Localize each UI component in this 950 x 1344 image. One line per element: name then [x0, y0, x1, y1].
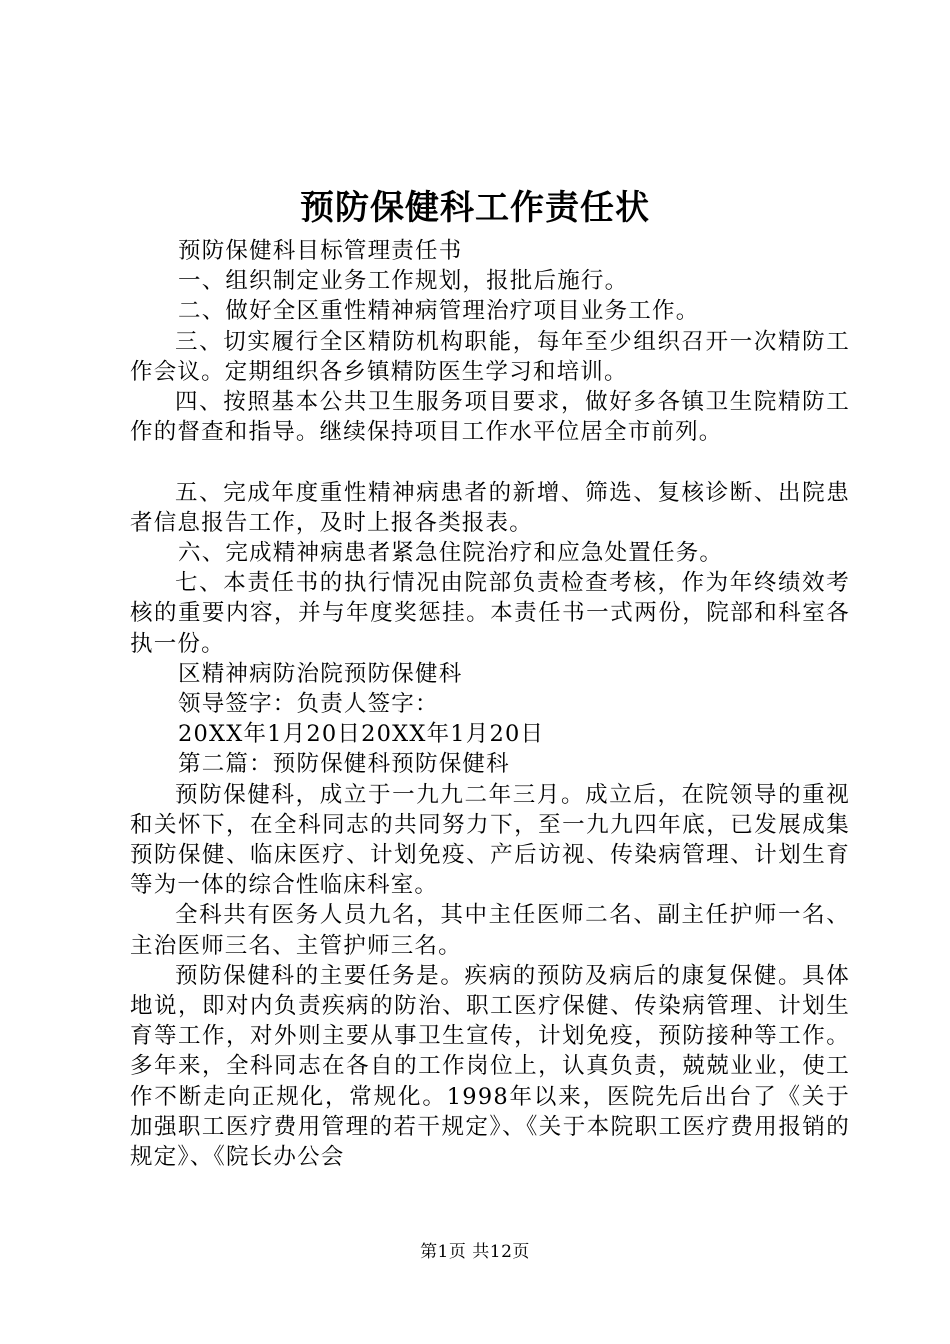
paragraph: 预防保健科，成立于一九九二年三月。成立后，在院领导的重视和关怀下，在全科同志的共同努力下，至一九九四年底，已发展成集预防保健、临床医疗、计划免疫、产后访视、传染病管理、计划生育等为一体的综合性临床科室。	[130, 781, 850, 899]
paragraph: 二、做好全区重性精神病管理治疗项目业务工作。	[178, 298, 700, 325]
document-title: 预防保健科工作责任状	[300, 188, 650, 228]
paragraph: 全科共有医务人员九名，其中主任医师二名、副主任护师一名、主治医师三名、主管护师三名。	[130, 902, 850, 959]
document-body	[130, 236, 850, 1172]
paragraph: 预防保健科的主要任务是。疾病的预防及病后的康复保健。具体地说，即对内负责疾病的防治、职工医疗保健、传染病管理、计划生育等工作，对外则主要从事卫生宣传，计划免疫，预防接种等工作。多年来，全科同志在各自的工作岗位上，认真负责，兢兢业业，使工作不断走向正规化，常规化。1998年以来，医院先后出台了《关于加强职工医疗费用管理的若干规定》、《关于本院职工医疗费用报销的规定》、《院长办公会	[130, 962, 850, 1171]
paragraph: 一、组织制定业务工作规划，报批后施行。	[178, 268, 629, 295]
paragraph: 七、本责任书的执行情况由院部负责检查考核，作为年终绩效考核的重要内容，并与年度奖惩挂。本责任书一式两份，院部和科室各执一份。	[130, 570, 850, 657]
paragraph: 六、完成精神病患者紧急住院治疗和应急处置任务。	[178, 540, 724, 567]
paragraph: 三、切实履行全区精防机构职能，每年至少组织召开一次精防工作会议。定期组织各乡镇精防医生学习和培训。	[130, 328, 850, 385]
page-footer: 第1页 共12页	[420, 1242, 530, 1262]
paragraph: 第二篇：预防保健科预防保健科	[178, 751, 510, 778]
paragraph: 预防保健科目标管理责任书	[178, 238, 463, 264]
blank-line	[130, 447, 850, 477]
paragraph: 五、完成年度重性精神病患者的新增、筛选、复核诊断、出院患者信息报告工作，及时上报各类报表。	[130, 479, 850, 536]
paragraph: 20XX年1月20日20XX年1月20日	[178, 721, 545, 748]
paragraph: 领导签字：负责人签字：	[178, 691, 439, 718]
paragraph: 区精神病防治院预防保健科	[178, 660, 463, 687]
paragraph: 四、按照基本公共卫生服务项目要求，做好多各镇卫生院精防工作的督查和指导。继续保持项目工作水平位居全市前列。	[130, 389, 850, 446]
